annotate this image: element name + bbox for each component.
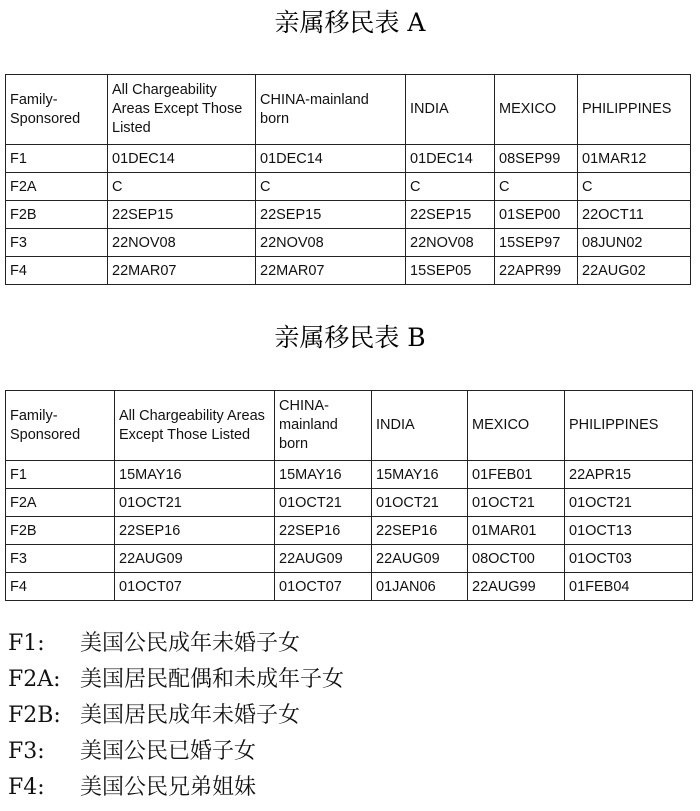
header-philippines: PHILIPPINES [565,391,693,461]
table-cell: 01MAR01 [468,517,565,545]
table-cell: F2B [6,201,108,229]
header-all-chargeability: All Chargeability Areas Except Those Listed [115,391,275,461]
table-cell: 01OCT07 [275,573,372,601]
table-cell: 22SEP16 [115,517,275,545]
table-cell: C [495,173,578,201]
table-cell: 01DEC14 [406,145,495,173]
legend-text: 美国公民成年未婚子女 [80,631,301,656]
header-india: INDIA [406,75,495,145]
table-row-f1 [6,461,693,489]
table-cell: 22AUG09 [372,545,468,573]
table-header-row [6,75,691,145]
table-cell: 22SEP16 [372,517,468,545]
table-cell: C [406,173,495,201]
table-cell: 01SEP00 [495,201,578,229]
table-header-row [6,391,693,461]
table-row-f2b [6,517,693,545]
legend-item-f1 [8,626,344,662]
header-china-mainland: CHINA-mainland born [256,75,406,145]
table-cell: F3 [6,545,115,573]
table-cell: 15MAY16 [275,461,372,489]
table-cell: 01OCT21 [372,489,468,517]
table-cell: 22NOV08 [406,229,495,257]
table-row-f4 [6,573,693,601]
table-cell: C [256,173,406,201]
table-cell: 22AUG09 [115,545,275,573]
legend-key: F3: [8,739,45,764]
header-all-chargeability: All Chargeability Areas Except Those Listed [108,75,256,145]
table-cell: F2B [6,517,115,545]
visa-bulletin-table-b [5,390,693,601]
table-a-title: 亲属移民表 A [274,8,426,37]
header-family-sponsored: Family-Sponsored [6,391,115,461]
table-cell: 01FEB04 [565,573,693,601]
legend-item-f2b [8,698,344,734]
header-mexico: MEXICO [495,75,578,145]
table-cell: 01OCT21 [275,489,372,517]
table-cell: 15SEP97 [495,229,578,257]
header-family-sponsored: Family-Sponsored [6,75,108,145]
table-cell: 15MAY16 [372,461,468,489]
table-cell: 22AUG09 [275,545,372,573]
table-row-f3 [6,545,693,573]
table-row-f4 [6,257,691,285]
legend-text: 美国居民成年未婚子女 [80,703,301,728]
table-row-f2a [6,489,693,517]
table-cell: 22SEP15 [256,201,406,229]
table-cell: 01FEB01 [468,461,565,489]
table-cell: 01JAN06 [372,573,468,601]
table-cell: 01OCT21 [565,489,693,517]
table-cell: 22SEP15 [108,201,256,229]
table-cell: F4 [6,257,108,285]
table-cell: 22AUG02 [578,257,691,285]
table-cell: 22OCT11 [578,201,691,229]
table-row-f3 [6,229,691,257]
legend-item-f4 [8,770,344,806]
table-cell: 22AUG99 [468,573,565,601]
table-cell: 22MAR07 [256,257,406,285]
header-philippines: PHILIPPINES [578,75,691,145]
table-cell: 01DEC14 [256,145,406,173]
table-cell: F4 [6,573,115,601]
table-cell: 01MAR12 [578,145,691,173]
visa-bulletin-table-a [5,74,691,285]
table-cell: F3 [6,229,108,257]
legend-item-f3 [8,734,344,770]
legend-key: F2B: [8,703,61,728]
legend-text: 美国公民兄弟姐妹 [80,775,257,800]
table-cell: 01OCT07 [115,573,275,601]
table-cell: 08OCT00 [468,545,565,573]
table-b-title: 亲属移民表 B [274,323,426,352]
table-cell: 22NOV08 [256,229,406,257]
table-cell: 22NOV08 [108,229,256,257]
legend-item-f2a [8,662,344,698]
table-cell: C [578,173,691,201]
table-row-f2b [6,201,691,229]
table-cell: 22SEP15 [406,201,495,229]
header-china-mainland: CHINA-mainland born [275,391,372,461]
legend-key: F4: [8,775,45,800]
table-cell: 22MAR07 [108,257,256,285]
table-cell: 08JUN02 [578,229,691,257]
table-cell: F2A [6,489,115,517]
table-cell: 08SEP99 [495,145,578,173]
table-row-f2a [6,173,691,201]
legend-text: 美国居民配偶和未成年子女 [80,667,345,692]
table-cell: 22APR15 [565,461,693,489]
table-cell: 15SEP05 [406,257,495,285]
table-cell: 01DEC14 [108,145,256,173]
table-cell: 01OCT21 [115,489,275,517]
table-cell: 22APR99 [495,257,578,285]
legend-text: 美国公民已婚子女 [80,739,257,764]
table-cell: 01OCT21 [468,489,565,517]
table-cell: 15MAY16 [115,461,275,489]
table-cell: C [108,173,256,201]
header-mexico: MEXICO [468,391,565,461]
legend-key: F1: [8,631,45,656]
table-cell: F2A [6,173,108,201]
table-row-f1 [6,145,691,173]
table-cell: F1 [6,461,115,489]
table-cell: 22SEP16 [275,517,372,545]
legend-key: F2A: [8,667,61,692]
table-cell: 01OCT13 [565,517,693,545]
header-india: INDIA [372,391,468,461]
category-legend [8,626,344,806]
table-cell: F1 [6,145,108,173]
table-cell: 01OCT03 [565,545,693,573]
